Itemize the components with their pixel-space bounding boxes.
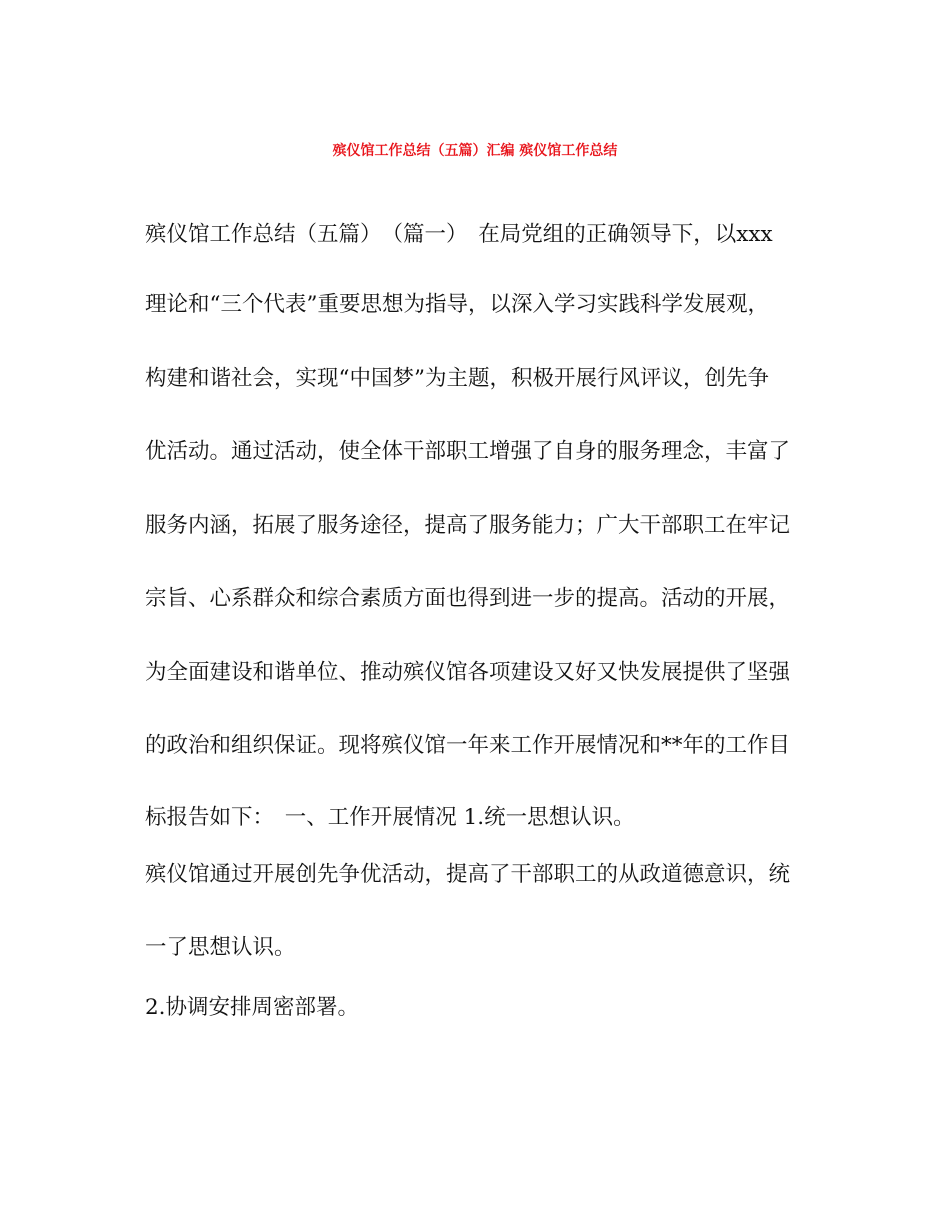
document-title: 殡仪馆工作总结（五篇）汇编 殡仪馆工作总结 [332, 143, 618, 159]
body-line: 标报告如下： 一、工作开展情况 1.统一思想认识。 [145, 805, 635, 830]
body-line: 殡仪馆通过开展创先争优活动，提高了干部职工的从政道德意识，统 [145, 862, 791, 887]
body-line: 优活动。通过活动，使全体干部职工增强了自身的服务理念，丰富了 [145, 439, 791, 464]
body-line: 服务内涵，拓展了服务途径，提高了服务能力；广大干部职工在牢记 [145, 513, 791, 538]
body-line: 一了思想认识。 [145, 935, 296, 960]
body-line: 为全面建设和谐单位、推动殡仪馆各项建设又好又快发展提供了坚强 [145, 660, 791, 685]
body-line: 理论和“三个代表”重要思想为指导，以深入学习实践科学发展观， [145, 292, 769, 317]
body-line: 的政治和组织保证。现将殡仪馆一年来工作开展情况和**年的工作目 [145, 733, 791, 758]
body-line: 构建和谐社会，实现“中国梦”为主题，积极开展行风评议，创先争 [145, 366, 769, 391]
body-line: 宗旨、心系群众和综合素质方面也得到进一步的提高。活动的开展， [145, 586, 791, 611]
body-line: 2.协调安排周密部署。 [145, 995, 360, 1020]
body-line: 殡仪馆工作总结（五篇） （篇一） 在局党组的正确领导下，以xxx [145, 222, 773, 247]
